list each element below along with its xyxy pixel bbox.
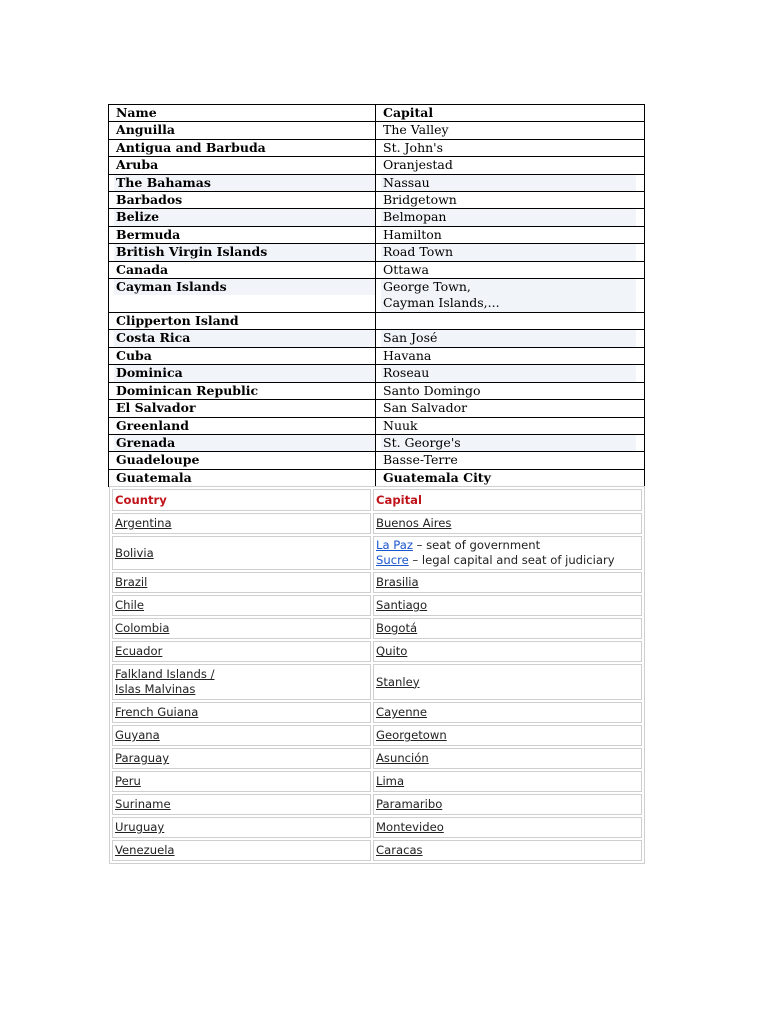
capital-name-line-1: George Town, [383,279,471,295]
country-link[interactable]: Ecuador [115,644,163,658]
table-header-row [112,489,642,511]
country-name: Cuba [109,347,376,364]
country-link[interactable]: Suriname [115,797,171,811]
capital-note: – seat of government [412,538,541,552]
country-name: Bermuda [109,226,376,243]
capital-link[interactable]: Quito [376,644,408,658]
capital-name: San Salvador [376,400,645,417]
table-row [112,641,642,662]
country-name: Aruba [109,157,376,174]
capital-link[interactable]: Buenos Aires [376,516,452,530]
country-link[interactable]: French Guiana [115,705,199,719]
country-link[interactable]: Guyana [115,728,160,742]
country-link-line-2[interactable]: Islas Malvinas [115,682,196,696]
header-country: Country [112,489,371,511]
capital-name: Hamilton [376,226,645,243]
country-link[interactable]: Argentina [115,516,172,530]
table-row [109,139,645,156]
capital-link-la-paz[interactable]: La Paz [376,538,413,552]
capital-name: San José [381,330,636,346]
capital-link[interactable]: Brasilia [376,575,419,589]
table-row [109,261,645,278]
country-link[interactable]: Venezuela [115,843,175,857]
capital-name: St. John's [376,139,645,156]
capital-name: Oranjestad [376,157,645,174]
table-row [109,330,645,347]
country-name: Barbados [109,192,376,209]
capital-name: Guatemala City [376,469,645,486]
capital-name-line-2: Cayman Islands,... [383,295,500,311]
south-america-capitals-table [109,486,645,864]
country-name: Clipperton Island [109,313,376,330]
country-link[interactable]: Paraguay [115,751,170,765]
capital-link[interactable]: Montevideo [376,820,444,834]
table-row [112,702,642,723]
country-name: Guadeloupe [109,452,376,469]
capital-link[interactable]: Stanley [376,674,420,689]
country-name: Antigua and Barbuda [109,139,376,156]
capital-name [376,313,645,330]
table-row [109,279,645,313]
country-name: El Salvador [109,400,376,417]
country-name: Guatemala [109,469,376,486]
table-row [112,595,642,616]
table-row [109,209,645,226]
table-row [109,417,645,434]
country-name: British Virgin Islands [114,244,375,260]
capital-link[interactable]: Paramaribo [376,797,443,811]
header-name: Name [109,105,376,122]
capital-name: Santo Domingo [376,382,645,399]
capital-link[interactable]: Caracas [376,843,423,857]
table-row [109,157,645,174]
capital-link-sucre[interactable]: Sucre [376,553,409,567]
table-row [112,513,642,534]
table-row [109,382,645,399]
table-row [112,664,642,700]
table-row [112,618,642,639]
country-name: Greenland [109,417,376,434]
table-row [112,536,642,570]
capital-name: Nuuk [376,417,645,434]
country-link-line-1[interactable]: Falkland Islands / [115,667,215,681]
country-link[interactable]: Chile [115,598,145,612]
capital-name: The Valley [376,122,645,139]
table-row [109,313,645,330]
country-name: Canada [109,261,376,278]
country-name: The Bahamas [114,175,375,191]
table-row [109,122,645,139]
table-row [112,840,642,861]
table-row [112,725,642,746]
capital-name: Havana [376,347,645,364]
table-row [109,174,645,191]
country-link[interactable]: Bolivia [115,545,154,560]
country-name: Belize [114,209,375,225]
country-name: Anguilla [109,122,376,139]
country-name: Cayman Islands [114,279,375,295]
table-row [112,817,642,838]
capital-name: St. George's [381,435,636,451]
capital-link[interactable]: Bogotá [376,621,418,635]
capital-name: Bridgetown [376,192,645,209]
capital-note: – legal capital and seat of judiciary [408,553,615,567]
table-header-row [109,105,645,122]
country-link[interactable]: Uruguay [115,820,165,834]
country-link[interactable]: Brazil [115,575,148,589]
table-row [109,400,645,417]
header-capital: Capital [373,489,642,511]
table-row [109,226,645,243]
table-row [109,434,645,451]
country-name: Dominica [114,365,375,381]
table-row [109,365,645,382]
table-row [109,452,645,469]
north-america-capitals-table [108,104,645,487]
table-row [112,794,642,815]
table-row [109,192,645,209]
table-row [112,572,642,593]
table-row [112,771,642,792]
table-row [109,347,645,364]
capital-name: Ottawa [376,261,645,278]
capital-name: Nassau [381,175,636,191]
country-link[interactable]: Colombia [115,621,170,635]
capital-link[interactable]: Georgetown [376,728,447,742]
country-name: Dominican Republic [109,382,376,399]
table-row [109,469,645,486]
capital-name: Belmopan [381,209,636,225]
table-row [112,748,642,769]
header-capital: Capital [376,105,645,122]
capital-link[interactable]: Asunción [376,751,429,765]
capital-name: Roseau [381,365,636,381]
capital-link[interactable]: Cayenne [376,705,428,719]
capital-name: Basse-Terre [376,452,645,469]
country-name: Grenada [114,435,375,451]
table-row [109,244,645,261]
country-link[interactable]: Peru [115,774,141,788]
capital-link[interactable]: Lima [376,774,405,788]
capital-link[interactable]: Santiago [376,598,428,612]
country-name: Costa Rica [114,330,375,346]
capital-name: Road Town [381,244,636,260]
